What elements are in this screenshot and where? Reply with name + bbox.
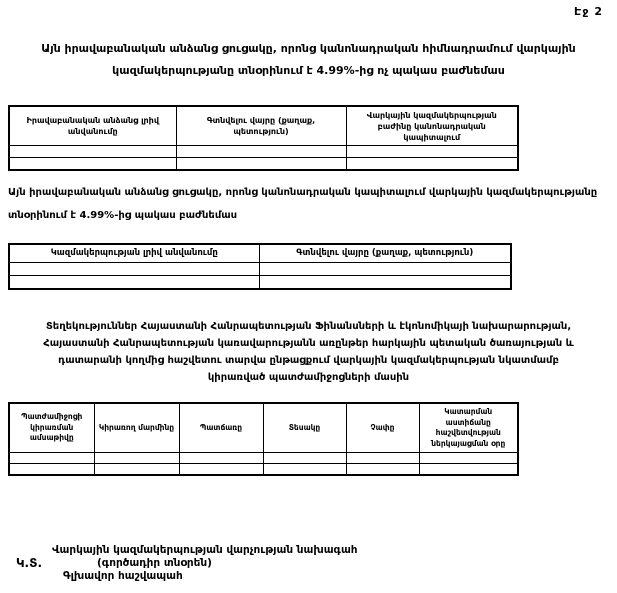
minor-shareholders-table [8,243,512,290]
table-cell [259,263,511,276]
sanctions-heading: Տեղեկություններ Հայաստանի Հանրապետության Ֆինանսների և էկոնոմիկայի նախարարության, Հայաստանի Հանրապետության կառավարությանն առընթեր հարկային պետական ծառայության և դատարանի կողմից հաշվետու տարվա ընթացքում վարկային կազմակերպության նկատմամբ կիրառված պատժամիջոցների մասին [43,321,574,383]
table-cell [419,464,518,476]
major-shareholders-table [8,105,519,171]
table-cell [346,146,518,158]
column-header-location: Գտնվելու վայրը (քաղաք, պետություն) [259,244,511,263]
table-cell [94,464,179,476]
column-header-applying-body: Կիրառող մարմինը [94,403,179,453]
seal-label: Կ.Տ. [16,556,42,570]
column-header-reason: Պատճառը [179,403,263,453]
table-cell [176,158,346,171]
table-cell [263,464,346,476]
table-row [9,464,518,476]
column-header-organization-name: Կազմակերպության լրիվ անվանումը [9,244,259,263]
column-header-amount: Չափը [346,403,419,453]
minor-shareholders-paragraph: Այն իրավաբանական անձանց ցուցակը, որոնց կանոնադրական կապիտալում վարկային կազմակերպությանը տնօրինում է 4.99%-ից պակաս բաժնեմաս [8,187,598,221]
column-header-location: Գտնվելու վայրը (քաղաք, պետություն) [176,106,346,146]
table-cell [263,453,346,464]
table-cell [9,158,176,171]
sanctions-table [8,402,519,476]
table-row [9,146,518,158]
table-cell [9,453,94,464]
table-row [9,158,518,171]
major-shareholders-heading: Այն իրավաբանական անձանց ցուցակը, որոնց կանոնադրական հիմնադրամում վարկային կազմակերպությանը տնօրինում է 4.99%-ից ոչ պակաս բաժնեմաս [41,42,576,77]
column-header-execution-status: Կատարման աստիճանը հաշվետվության ներկայացման օրը [419,403,518,453]
table-cell [9,263,259,276]
table-cell [9,464,94,476]
table-header-row [9,403,518,453]
column-header-sanction-date: Պատժամիջոցի կիրառման ամսաթիվը [9,403,94,453]
table-cell [94,453,179,464]
table-row [9,276,511,290]
table-cell [419,453,518,464]
table-cell [346,453,419,464]
table-cell [176,146,346,158]
table-header-row [9,244,511,263]
chairman-signature-label: Վարկային կազմակերպության վարչության նախագահ [52,544,358,556]
column-header-legal-entity-name: Իրավաբանական անձանց լրիվ անվանումը [9,106,176,146]
table-cell [179,464,263,476]
executive-director-label: (գործադիր տնօրեն) [97,557,212,569]
column-header-capital-share: Վարկային կազմակերպության բաժինը կանոնադրական կապիտալում [346,106,518,146]
table-row [9,263,511,276]
table-cell [9,146,176,158]
table-cell [179,453,263,464]
page-number: Էջ 2 [574,5,603,18]
chief-accountant-label: Գլխավոր հաշվապահ [63,570,183,582]
table-header-row [9,106,518,146]
table-cell [346,464,419,476]
table-cell [259,276,511,290]
table-cell [9,276,259,290]
column-header-type: Տեսակը [263,403,346,453]
table-row [9,453,518,464]
table-cell [346,158,518,171]
